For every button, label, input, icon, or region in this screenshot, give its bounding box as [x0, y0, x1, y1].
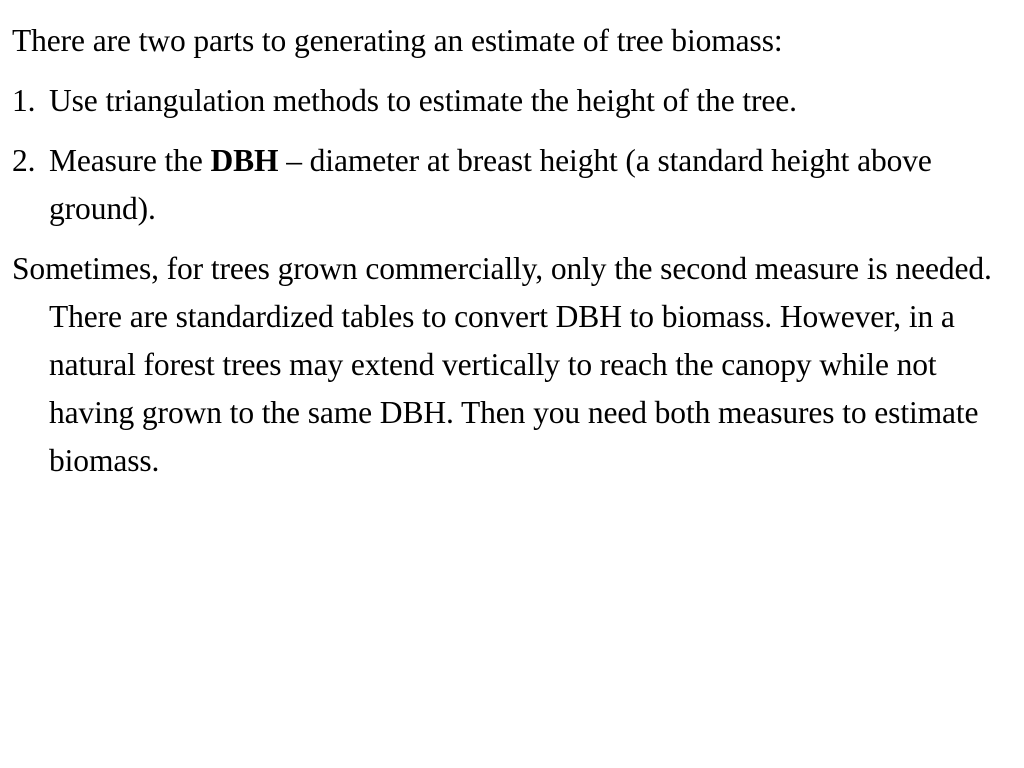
step-2-number: 2. — [12, 143, 36, 178]
step-1 — [12, 77, 1012, 125]
closing-paragraph: Sometimes, for trees grown commercially, only the second measure is needed. There are standardized tables to convert DBH to biomass. However, in a natural forest trees may extend vertically to reach the canopy while not having grown to the same DBH. Then you need both measures to estimate biomass. — [12, 251, 992, 478]
step-2-text-after: – diameter at breast height (a standard height above ground). — [49, 143, 932, 226]
step-2-text-before: Measure the — [49, 143, 211, 178]
dbh-term: DBH — [210, 143, 279, 178]
intro-text: There are two parts to generating an estimate of tree biomass: — [12, 23, 783, 58]
step-1-number: 1. — [12, 83, 36, 118]
step-2 — [12, 137, 1012, 233]
step-1-text: Use triangulation methods to estimate the height of the tree. — [49, 83, 797, 118]
step-2-text — [49, 137, 1012, 233]
slide-content — [12, 17, 1012, 497]
